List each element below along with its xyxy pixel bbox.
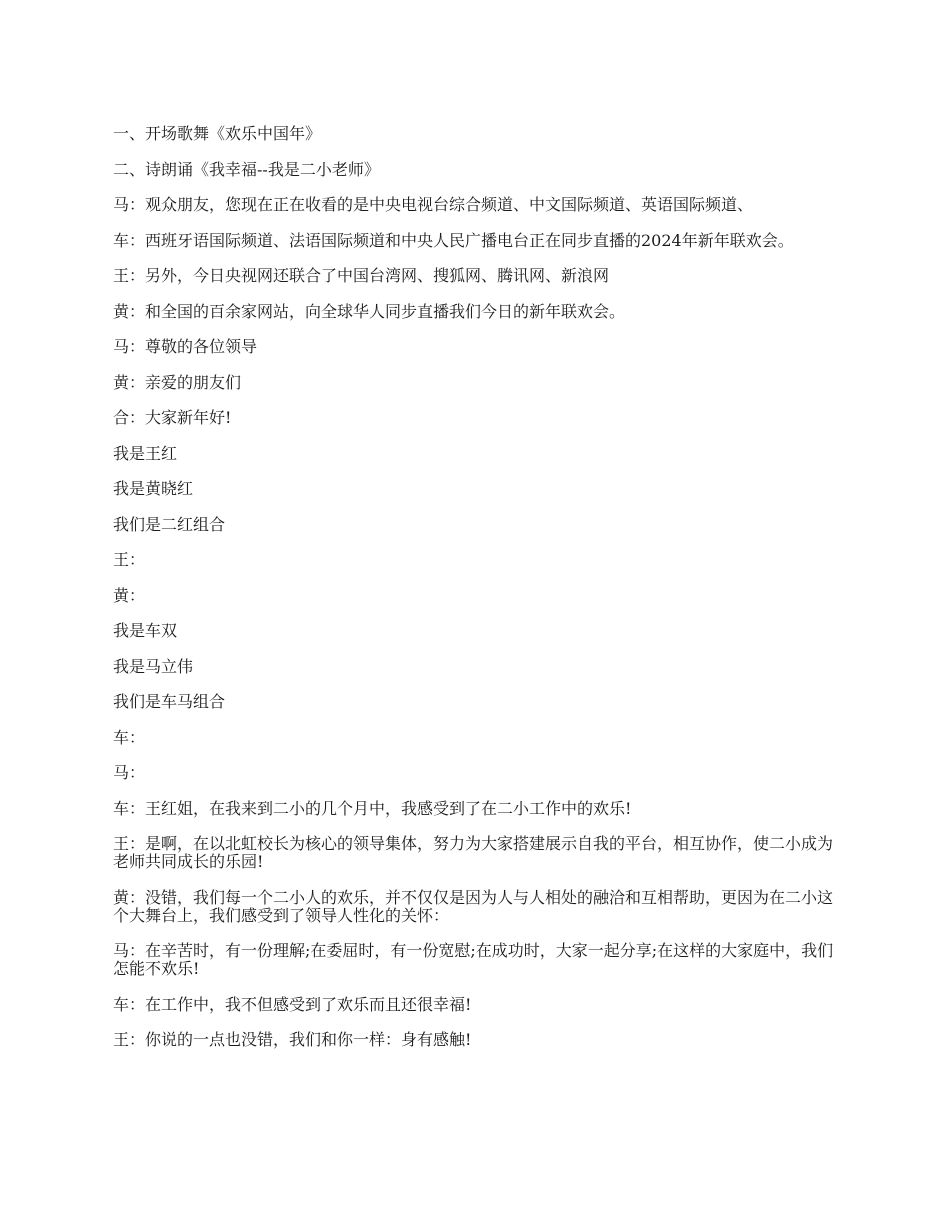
script-line: 马：尊敬的各位领导 [113,337,258,356]
script-line: 马：在辛苦时，有一份理解;在委屈时，有一份宽慰;在成功时，大家一起分享;在这样的大家庭中，我们怎能不欢乐! [113,941,834,978]
script-line: 我是黄晓红 [113,479,194,498]
script-line: 王： [113,550,146,569]
script-line: 车：王红姐，在我来到二小的几个月中，我感受到了在二小工作中的欢乐! [113,798,632,818]
script-line: 我是王红 [113,443,178,463]
script-line: 王：另外，今日央视网还联合了中国台湾网、搜狐网、腾讯网、新浪网 [113,266,610,285]
script-line: 合：大家新年好! [113,408,232,427]
script-line: 黄：亲爱的朋友们 [113,372,242,392]
script-line: 我是马立伟 [113,656,194,676]
script-line: 车：在工作中，我不但感受到了欢乐而且还很幸福! [113,994,472,1014]
script-line: 车： [113,727,146,747]
script-line: 我们是二红组合 [113,514,226,534]
document-body [113,125,840,1067]
script-line: 马：观众朋友，您现在正在收看的是中央电视台综合频道、中文国际频道、英语国际频道、 [113,195,754,214]
script-line: 王：是啊，在以北虹校长为核心的领导集体，努力为大家搭建展示自我的平台，相互协作，使二小成为老师共同成长的乐园! [113,834,834,871]
script-line: 我是车双 [113,621,178,640]
script-line: 黄：没错，我们每一个二小人的欢乐，并不仅仅是因为人与人相处的融洽和互相帮助，更因为在二小这个大舞台上，我们感受到了领导人性化的关怀： [113,887,834,925]
script-line: 黄： [113,585,146,605]
script-line: 黄：和全国的百余家网站，向全球华人同步直播我们今日的新年联欢会。 [113,301,626,321]
program-item-1: 一、开场歌舞《欢乐中国年》 [113,124,322,143]
script-line: 王：你说的一点也没错，我们和你一样：身有感触! [113,1030,472,1049]
program-item-2: 二、诗朗诵《我幸福--我是二小老师》 [113,159,380,179]
script-line: 车：西班牙语国际频道、法语国际频道和中央人民广播电台正在同步直播的2024年新年联欢会。 [113,230,794,250]
script-line: 马： [113,763,146,782]
script-line: 我们是车马组合 [113,692,226,711]
